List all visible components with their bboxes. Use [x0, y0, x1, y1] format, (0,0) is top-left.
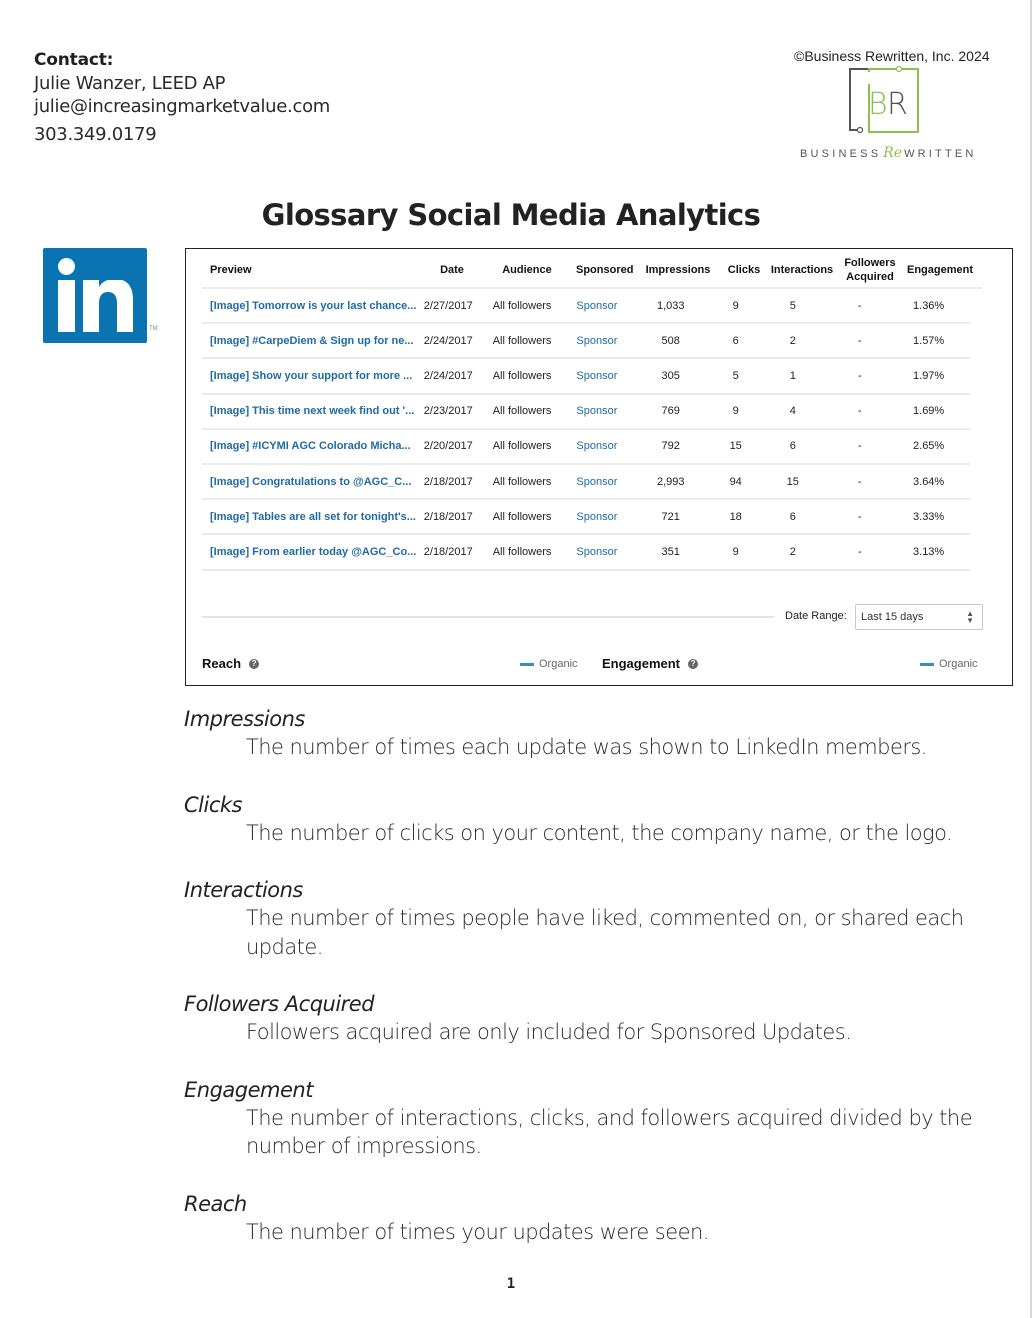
followers-cell: -: [857, 334, 862, 347]
sponsor-link[interactable]: Sponsor: [576, 334, 618, 347]
impressions-cell: 721: [661, 510, 680, 523]
engagement-cell: 3.33%: [913, 510, 945, 523]
svg-text:B: B: [868, 87, 888, 122]
interactions-cell: 2: [789, 545, 796, 558]
impressions-cell: 769: [661, 405, 680, 418]
engagement-cell: 1.69%: [913, 405, 945, 418]
clicks-cell: 94: [729, 475, 742, 488]
contact-phone: 303.349.0179: [34, 124, 157, 145]
table-row: [202, 324, 970, 359]
glossary-definition: The number of times each update was shown to LinkedIn members.: [246, 735, 927, 759]
updates-table: [202, 253, 992, 571]
col-sponsored[interactable]: Sponsored: [576, 264, 634, 276]
col-interactions[interactable]: Interactions: [770, 264, 834, 276]
table-row: [202, 500, 970, 535]
sponsor-link[interactable]: Sponsor: [576, 475, 618, 488]
table-row: [202, 359, 970, 394]
glossary-definition: Followers acquired are only included for Sponsored Updates.: [246, 1020, 852, 1044]
date-cell: 2/24/2017: [423, 369, 473, 382]
clicks-cell: 9: [732, 545, 739, 558]
clicks-cell: 6: [732, 334, 739, 347]
engagement-cell: 2.65%: [913, 440, 945, 453]
audience-cell: All followers: [492, 369, 552, 382]
glossary-definition: The number of clicks on your content, the company name, or the logo.: [246, 820, 953, 845]
date-range-value: Last 15 days: [861, 611, 924, 623]
table-row: [202, 465, 970, 500]
linkedin-logo-icon: [43, 248, 147, 343]
glossary-definition: The number of times your updates were seen.: [246, 1219, 709, 1244]
followers-cell: -: [857, 475, 862, 488]
glossary-entry-followers-acquired: [184, 990, 1024, 1047]
preview-link[interactable]: [Image] #ICYMI AGC Colorado Micha...: [210, 440, 411, 453]
select-arrows-icon: ▲ ▼: [966, 609, 974, 625]
audience-cell: All followers: [492, 510, 552, 523]
interactions-cell: 4: [789, 405, 796, 418]
engagement-legend: [920, 658, 978, 670]
impressions-cell: 351: [661, 545, 680, 558]
linkedin-i-stem: [58, 280, 75, 332]
preview-link[interactable]: [Image] Tomorrow is your last chance...: [210, 299, 417, 312]
page-title: Glossary Social Media Analytics: [261, 198, 761, 232]
followers-cell: -: [857, 299, 862, 312]
interactions-cell: 5: [789, 299, 796, 312]
followers-cell: -: [857, 369, 862, 382]
contact-label: Contact:: [34, 50, 114, 70]
interactions-cell: 6: [789, 440, 796, 453]
business-rewritten-wordmark: [800, 145, 977, 161]
col-clicks[interactable]: Clicks: [727, 264, 761, 276]
audience-cell: All followers: [492, 440, 552, 453]
glossary-entry-reach: [184, 1190, 1024, 1247]
table-row: [202, 535, 970, 570]
followers-cell: -: [857, 545, 862, 558]
table-body: [202, 289, 992, 571]
col-audience[interactable]: Audience: [502, 264, 552, 276]
audience-cell: All followers: [492, 299, 552, 312]
legend-label: Organic: [939, 658, 978, 670]
audience-cell: All followers: [492, 334, 552, 347]
sponsor-link[interactable]: Sponsor: [576, 405, 618, 418]
impressions-cell: 792: [661, 440, 680, 453]
reach-legend: [520, 658, 578, 670]
date-cell: 2/24/2017: [423, 334, 473, 347]
table-row: [202, 430, 970, 465]
legend-swatch-organic: [920, 663, 934, 666]
contact-email[interactable]: julie@increasingmarketvalue.com: [34, 96, 331, 117]
engagement-cell: 1.36%: [913, 299, 945, 312]
interactions-cell: 15: [786, 475, 799, 488]
followers-cell: -: [857, 440, 862, 453]
wordmark-written: WRITTEN: [904, 148, 977, 160]
audience-cell: All followers: [492, 545, 552, 558]
clicks-cell: 5: [732, 369, 739, 382]
glossary-term: Impressions: [184, 707, 305, 731]
legend-label: Organic: [539, 658, 578, 670]
interactions-cell: 1: [789, 369, 796, 382]
br-monogram-icon: [798, 66, 973, 146]
engagement-title: Engagement: [602, 656, 681, 671]
preview-link[interactable]: [Image] From earlier today @AGC_Co...: [210, 545, 417, 558]
date-cell: 2/18/2017: [423, 545, 473, 558]
glossary-term: Engagement: [184, 1077, 313, 1102]
date-cell: 2/20/2017: [423, 440, 473, 453]
col-engagement[interactable]: Engagement: [906, 264, 973, 276]
help-icon[interactable]: ?: [249, 659, 259, 669]
engagement-cell: 1.57%: [913, 334, 945, 347]
sponsor-link[interactable]: Sponsor: [576, 440, 618, 453]
glossary-entry-engagement: [184, 1076, 1024, 1161]
engagement-cell: 3.13%: [913, 545, 945, 558]
svg-text:R: R: [887, 87, 908, 122]
impressions-cell: 2,993: [656, 475, 685, 488]
linkedin-i-dot: [58, 258, 75, 275]
impressions-cell: 305: [661, 369, 680, 382]
impressions-cell: 508: [661, 334, 680, 347]
engagement-cell: 1.97%: [913, 369, 945, 382]
wordmark-business: BUSINESS: [800, 148, 882, 160]
audience-cell: All followers: [492, 405, 552, 418]
help-icon[interactable]: ?: [688, 659, 698, 669]
table-header: [202, 253, 982, 289]
preview-link[interactable]: [Image] This time next week find out '...: [210, 405, 415, 418]
glossary-term: Followers Acquired: [184, 992, 375, 1016]
engagement-cell: 3.64%: [913, 475, 945, 488]
trademark-mark: TM: [149, 326, 158, 332]
date-range-label: Date Range:: [785, 610, 847, 622]
sponsor-link[interactable]: Sponsor: [576, 369, 618, 382]
date-range-select[interactable]: [855, 604, 983, 630]
reach-heading: [202, 656, 259, 671]
engagement-heading: [602, 656, 698, 671]
reach-title: Reach: [202, 656, 242, 671]
glossary: [184, 705, 1024, 1275]
copyright-notice: ©Business Rewritten, Inc. 2024: [794, 48, 990, 64]
wordmark-re: Re: [883, 145, 903, 161]
sponsor-link[interactable]: Sponsor: [576, 545, 618, 558]
preview-link[interactable]: [Image] Tables are all set for tonight's...: [210, 510, 416, 523]
date-cell: 2/18/2017: [423, 510, 473, 523]
table-row: [202, 395, 970, 430]
col-impressions[interactable]: Impressions: [645, 264, 711, 276]
audience-cell: All followers: [492, 475, 552, 488]
interactions-cell: 2: [789, 334, 796, 347]
glossary-entry-clicks: [184, 791, 1024, 848]
impressions-cell: 1,033: [656, 299, 685, 312]
clicks-cell: 18: [729, 510, 742, 523]
glossary-term: Reach: [184, 1191, 247, 1216]
glossary-definition: The number of times people have liked, commented on, or shared each update.: [246, 906, 964, 959]
sponsor-link[interactable]: Sponsor: [576, 510, 618, 523]
preview-link[interactable]: [Image] Show your support for more ...: [210, 369, 413, 382]
preview-link[interactable]: [Image] Congratulations to @AGC_C...: [210, 475, 412, 488]
sponsor-link[interactable]: Sponsor: [576, 299, 618, 312]
interactions-cell: 6: [789, 510, 796, 523]
linkedin-n-glyph: [83, 280, 133, 332]
linkedin-analytics-panel: [185, 248, 1013, 686]
clicks-cell: 9: [732, 299, 739, 312]
legend-swatch-organic: [520, 663, 534, 666]
page-number: 1: [506, 1276, 516, 1292]
contact-block: [34, 50, 330, 146]
glossary-entry-interactions: [184, 876, 1024, 961]
followers-cell: -: [857, 510, 862, 523]
preview-link[interactable]: [Image] #CarpeDiem & Sign up for ne...: [210, 334, 414, 347]
clicks-cell: 15: [729, 440, 742, 453]
clicks-cell: 9: [732, 405, 739, 418]
date-cell: 2/23/2017: [423, 405, 473, 418]
glossary-definition: The number of interactions, clicks, and followers acquired divided by the number of impressions.: [246, 1105, 973, 1158]
date-cell: 2/27/2017: [423, 299, 473, 312]
followers-cell: -: [857, 405, 862, 418]
glossary-term: Clicks: [184, 792, 242, 817]
glossary-entry-impressions: [184, 705, 1024, 762]
col-preview[interactable]: Preview: [210, 264, 252, 276]
date-cell: 2/18/2017: [423, 475, 473, 488]
col-followers-acquired[interactable]: Followers Acquired: [844, 257, 896, 283]
section-divider: [202, 616, 774, 618]
table-row: [202, 289, 970, 324]
contact-name: Julie Wanzer, LEED AP: [34, 73, 226, 94]
glossary-term: Interactions: [184, 878, 303, 902]
col-date[interactable]: Date: [440, 264, 464, 276]
